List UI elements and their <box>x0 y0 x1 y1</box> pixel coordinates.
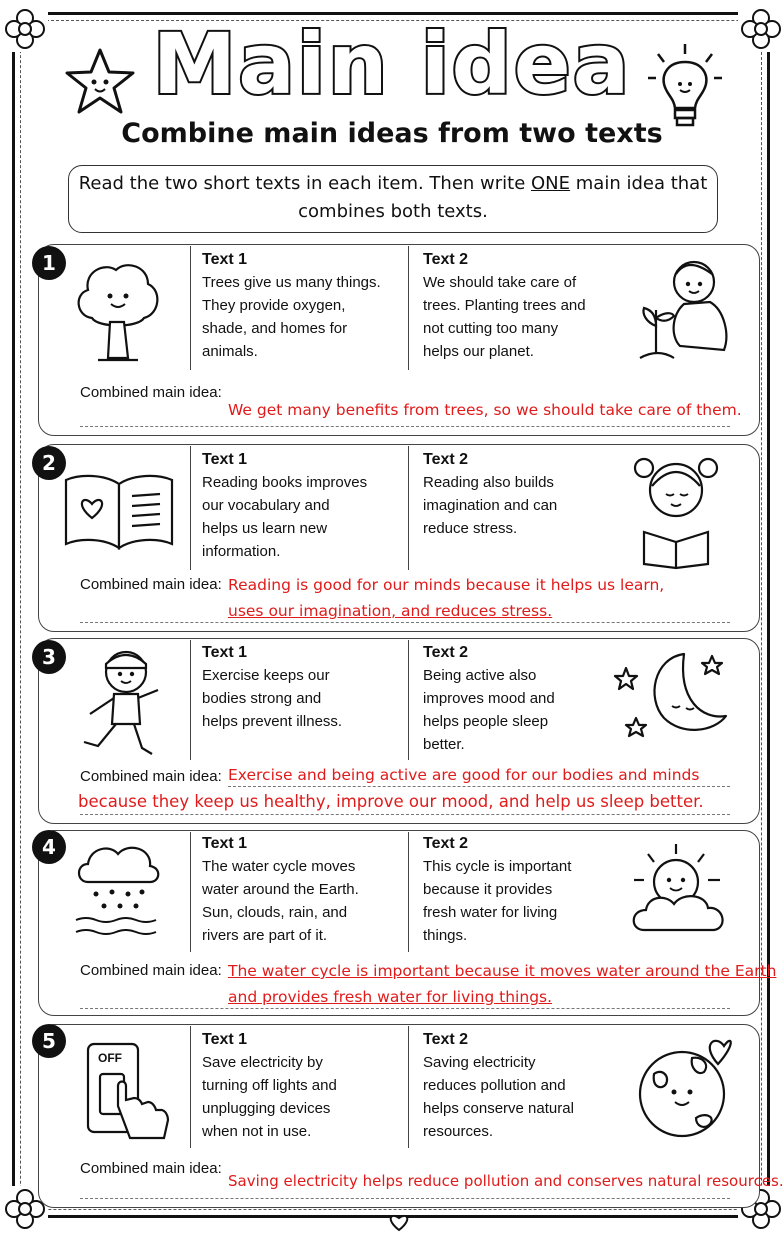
text1-line: our vocabulary and <box>202 497 330 514</box>
answer-line <box>80 1008 730 1009</box>
combined-label: Combined main idea: <box>80 962 222 979</box>
text1-title: Text 1 <box>202 835 248 852</box>
instructions-text: Read the two short texts in each item. Then write <box>78 173 532 194</box>
text1-line: The water cycle moves <box>202 858 356 875</box>
answer-line <box>80 426 730 427</box>
answer-text: Reading is good for our minds because it helps us learn, <box>228 576 665 594</box>
answer-text: because they keep us healthy, improve our mood, and help us sleep better. <box>78 792 704 811</box>
text1-line: rivers are part of it. <box>202 927 328 944</box>
text2-line: reduces pollution and <box>423 1077 566 1094</box>
text1-line: when not in use. <box>202 1123 312 1140</box>
text1-line: turning off lights and <box>202 1077 337 1094</box>
text2-line: Reading also builds <box>423 474 554 491</box>
text1-line: helps prevent illness. <box>202 713 343 730</box>
running-boy-icon <box>76 642 168 766</box>
column-divider <box>408 246 409 370</box>
text2-line: trees. Planting trees and <box>423 297 586 314</box>
column-divider <box>190 246 191 370</box>
text1-line: water around the Earth. <box>202 881 359 898</box>
text2 <box>423 248 586 363</box>
column-divider <box>408 640 409 760</box>
combined-label: Combined main idea: <box>80 768 222 785</box>
page-title: Main idea <box>152 15 632 113</box>
text2-line: reduce stress. <box>423 520 518 537</box>
column-divider <box>190 1026 191 1148</box>
answer-line <box>80 814 730 815</box>
text1-title: Text 1 <box>202 644 248 661</box>
text2-line: This cycle is important <box>423 858 572 875</box>
text2 <box>423 448 557 540</box>
text1-line: animals. <box>202 343 258 360</box>
text2-title: Text 2 <box>423 251 469 268</box>
answer-text: Saving electricity helps reduce pollution and conserves natural resources. <box>228 1172 784 1190</box>
instructions-text-end: main idea that combines both texts. <box>298 173 708 222</box>
text1-line: information. <box>202 543 281 560</box>
answer-text: uses our imagination, and reduces stress. <box>228 602 553 620</box>
column-divider <box>190 640 191 760</box>
text1-line: Sun, clouds, rain, and <box>202 904 348 921</box>
text1-line: helps us learn new <box>202 520 328 537</box>
answer-text: Exercise and being active are good for our bodies and minds <box>228 766 700 784</box>
text1-title: Text 1 <box>202 251 248 268</box>
combined-label: Combined main idea: <box>80 384 222 401</box>
item-number: 4 <box>32 830 66 864</box>
instructions-emphasis: ONE <box>531 173 571 194</box>
text1 <box>202 1028 337 1143</box>
text2-line: fresh water for living <box>423 904 558 921</box>
answer-text: and provides fresh water for living things. <box>228 988 553 1006</box>
text1-line: Save electricity by <box>202 1054 323 1071</box>
text1-line: Reading books improves <box>202 474 368 491</box>
text2-line: helps conserve natural <box>423 1100 574 1117</box>
text2-line: better. <box>423 736 465 753</box>
text1 <box>202 832 359 947</box>
text1 <box>202 248 381 363</box>
answer-line <box>80 1198 730 1199</box>
text2-line: helps people sleep <box>423 713 549 730</box>
text2-line: because it provides <box>423 881 553 898</box>
column-divider <box>408 1026 409 1148</box>
column-divider <box>408 832 409 952</box>
text2-line: We should take care of <box>423 274 577 291</box>
text1-line: shade, and homes for <box>202 320 348 337</box>
text1-line: Trees give us many things. <box>202 274 381 291</box>
item-number: 1 <box>32 246 66 280</box>
text2-line: not cutting too many <box>423 320 559 337</box>
text2-title: Text 2 <box>423 451 469 468</box>
rain-cloud-icon <box>72 836 164 944</box>
item-number: 2 <box>32 446 66 480</box>
heart-icon <box>384 1212 414 1236</box>
column-divider <box>190 446 191 570</box>
text2-line: imagination and can <box>423 497 558 514</box>
text2 <box>423 641 555 756</box>
switch-label: OFF <box>98 1051 122 1065</box>
earth-heart-icon <box>632 1034 744 1144</box>
text1-line: unplugging devices <box>202 1100 331 1117</box>
combined-label: Combined main idea: <box>80 576 222 593</box>
sun-cloud-icon <box>628 842 738 938</box>
tree-icon <box>68 256 168 371</box>
text2-line: improves mood and <box>423 690 555 707</box>
child-planting-icon <box>628 254 740 372</box>
text1 <box>202 641 342 733</box>
text2-title: Text 2 <box>423 835 469 852</box>
moon-stars-icon <box>610 648 744 748</box>
text1 <box>202 448 367 563</box>
text2-line: Being active also <box>423 667 537 684</box>
open-book-icon <box>60 470 178 556</box>
combined-label: Combined main idea: <box>80 1160 222 1177</box>
answer-line <box>228 786 730 787</box>
answer-text: We get many benefits from trees, so we should take care of them. <box>228 401 742 419</box>
girl-reading-icon <box>626 452 726 570</box>
text1-title: Text 1 <box>202 451 248 468</box>
text2-line: helps our planet. <box>423 343 534 360</box>
instructions-box <box>68 165 718 233</box>
text2 <box>423 832 571 947</box>
column-divider <box>408 446 409 570</box>
text2-line: things. <box>423 927 468 944</box>
text2 <box>423 1028 574 1143</box>
text1-line: bodies strong and <box>202 690 322 707</box>
page-subtitle: Combine main ideas from two texts <box>121 118 663 149</box>
answer-line <box>80 622 730 623</box>
text2-line: resources. <box>423 1123 494 1140</box>
text1-line: Exercise keeps our <box>202 667 330 684</box>
answer-text: The water cycle is important because it moves water around the Earth <box>228 962 777 980</box>
item-number: 5 <box>32 1024 66 1058</box>
text1-line: They provide oxygen, <box>202 297 346 314</box>
light-switch-icon <box>84 1040 170 1140</box>
column-divider <box>190 832 191 952</box>
item-number: 3 <box>32 640 66 674</box>
text2-line: Saving electricity <box>423 1054 536 1071</box>
text2-title: Text 2 <box>423 1031 469 1048</box>
text2-title: Text 2 <box>423 644 469 661</box>
text1-title: Text 1 <box>202 1031 248 1048</box>
